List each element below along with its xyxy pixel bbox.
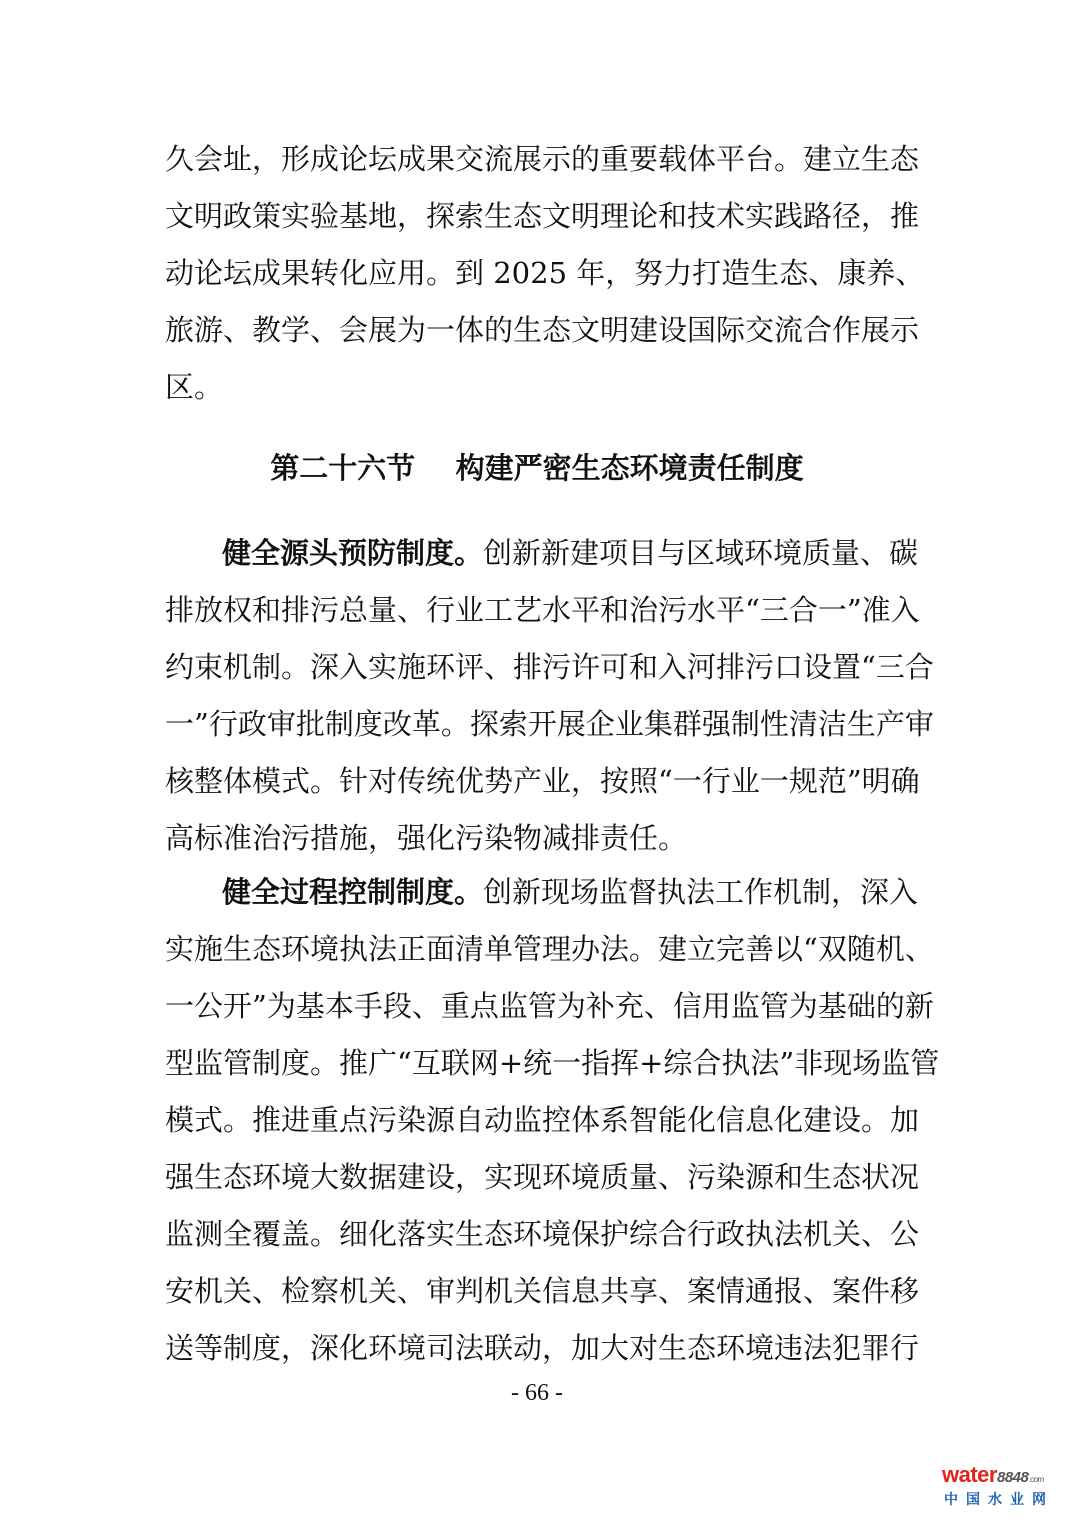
paragraph-text: 创新现场监督执法工作机制，深入 <box>483 875 919 909</box>
paragraph-line: 高标准治污措施，强化污染物减排责任。 <box>165 821 688 855</box>
site-watermark-logo <box>942 1462 1066 1512</box>
paragraph-line: 动论坛成果转化应用。到 2025 年，努力打造生态、康养、 <box>165 256 925 290</box>
paragraph-line: 区。 <box>165 370 224 404</box>
watermark-brand-number: 8848 <box>996 1469 1029 1486</box>
watermark-subtitle: 中国水业网 <box>944 1492 1054 1508</box>
paragraph-text: 创新新建项目与区域环境质量、碳 <box>483 536 919 570</box>
section-heading: 第二十六节 构建严密生态环境责任制度 <box>270 451 804 485</box>
paragraph-line: 久会址，形成论坛成果交流展示的重要载体平台。建立生态 <box>165 142 920 176</box>
paragraph-line: 约束机制。深入实施环评、排污许可和入河排污口设置“三合 <box>165 650 934 684</box>
watermark-brand-prefix: water <box>942 1462 997 1487</box>
paragraph-line: 文明政策实验基地，探索生态文明理论和技术实践路径，推 <box>165 199 920 233</box>
paragraph-line: 送等制度，深化环境司法联动，加大对生态环境违法犯罪行 <box>165 1331 920 1365</box>
paragraph-line: 实施生态环境执法正面清单管理办法。建立完善以“双随机、 <box>165 932 934 966</box>
paragraph-line: 一公开”为基本手段、重点监管为补充、信用监管为基础的新 <box>165 989 934 1023</box>
paragraph-line: 核整体模式。针对传统优势产业，按照“一行业一规范”明确 <box>165 764 920 798</box>
paragraph-line: 排放权和排污总量、行业工艺水平和治污水平“三合一”准入 <box>165 593 920 627</box>
watermark-brand-tld: .com <box>1028 1475 1044 1484</box>
paragraph-first-line <box>222 872 919 912</box>
watermark-brand <box>942 1462 1044 1488</box>
paragraph-line: 型监管制度。推广“互联网+统一指挥+综合执法”非现场监管 <box>165 1046 940 1080</box>
paragraph-line: 监测全覆盖。细化落实生态环境保护综合行政执法机关、公 <box>165 1217 920 1251</box>
paragraph-line: 强生态环境大数据建设，实现环境质量、污染源和生态状况 <box>165 1160 920 1194</box>
paragraph-line: 一”行政审批制度改革。探索开展企业集群强制性清洁生产审 <box>165 707 934 741</box>
page-number: - 66 - <box>511 1380 563 1406</box>
paragraph-line: 模式。推进重点污染源自动监控体系智能化信息化建设。加 <box>165 1103 920 1137</box>
paragraph-line: 旅游、教学、会展为一体的生态文明建设国际交流合作展示 <box>165 313 920 347</box>
paragraph-lead-heading: 健全源头预防制度。 <box>222 536 484 570</box>
paragraph-lead-heading: 健全过程控制制度。 <box>222 875 484 909</box>
paragraph-line: 安机关、检察机关、审判机关信息共享、案情通报、案件移 <box>165 1274 920 1308</box>
paragraph-first-line <box>222 533 919 573</box>
